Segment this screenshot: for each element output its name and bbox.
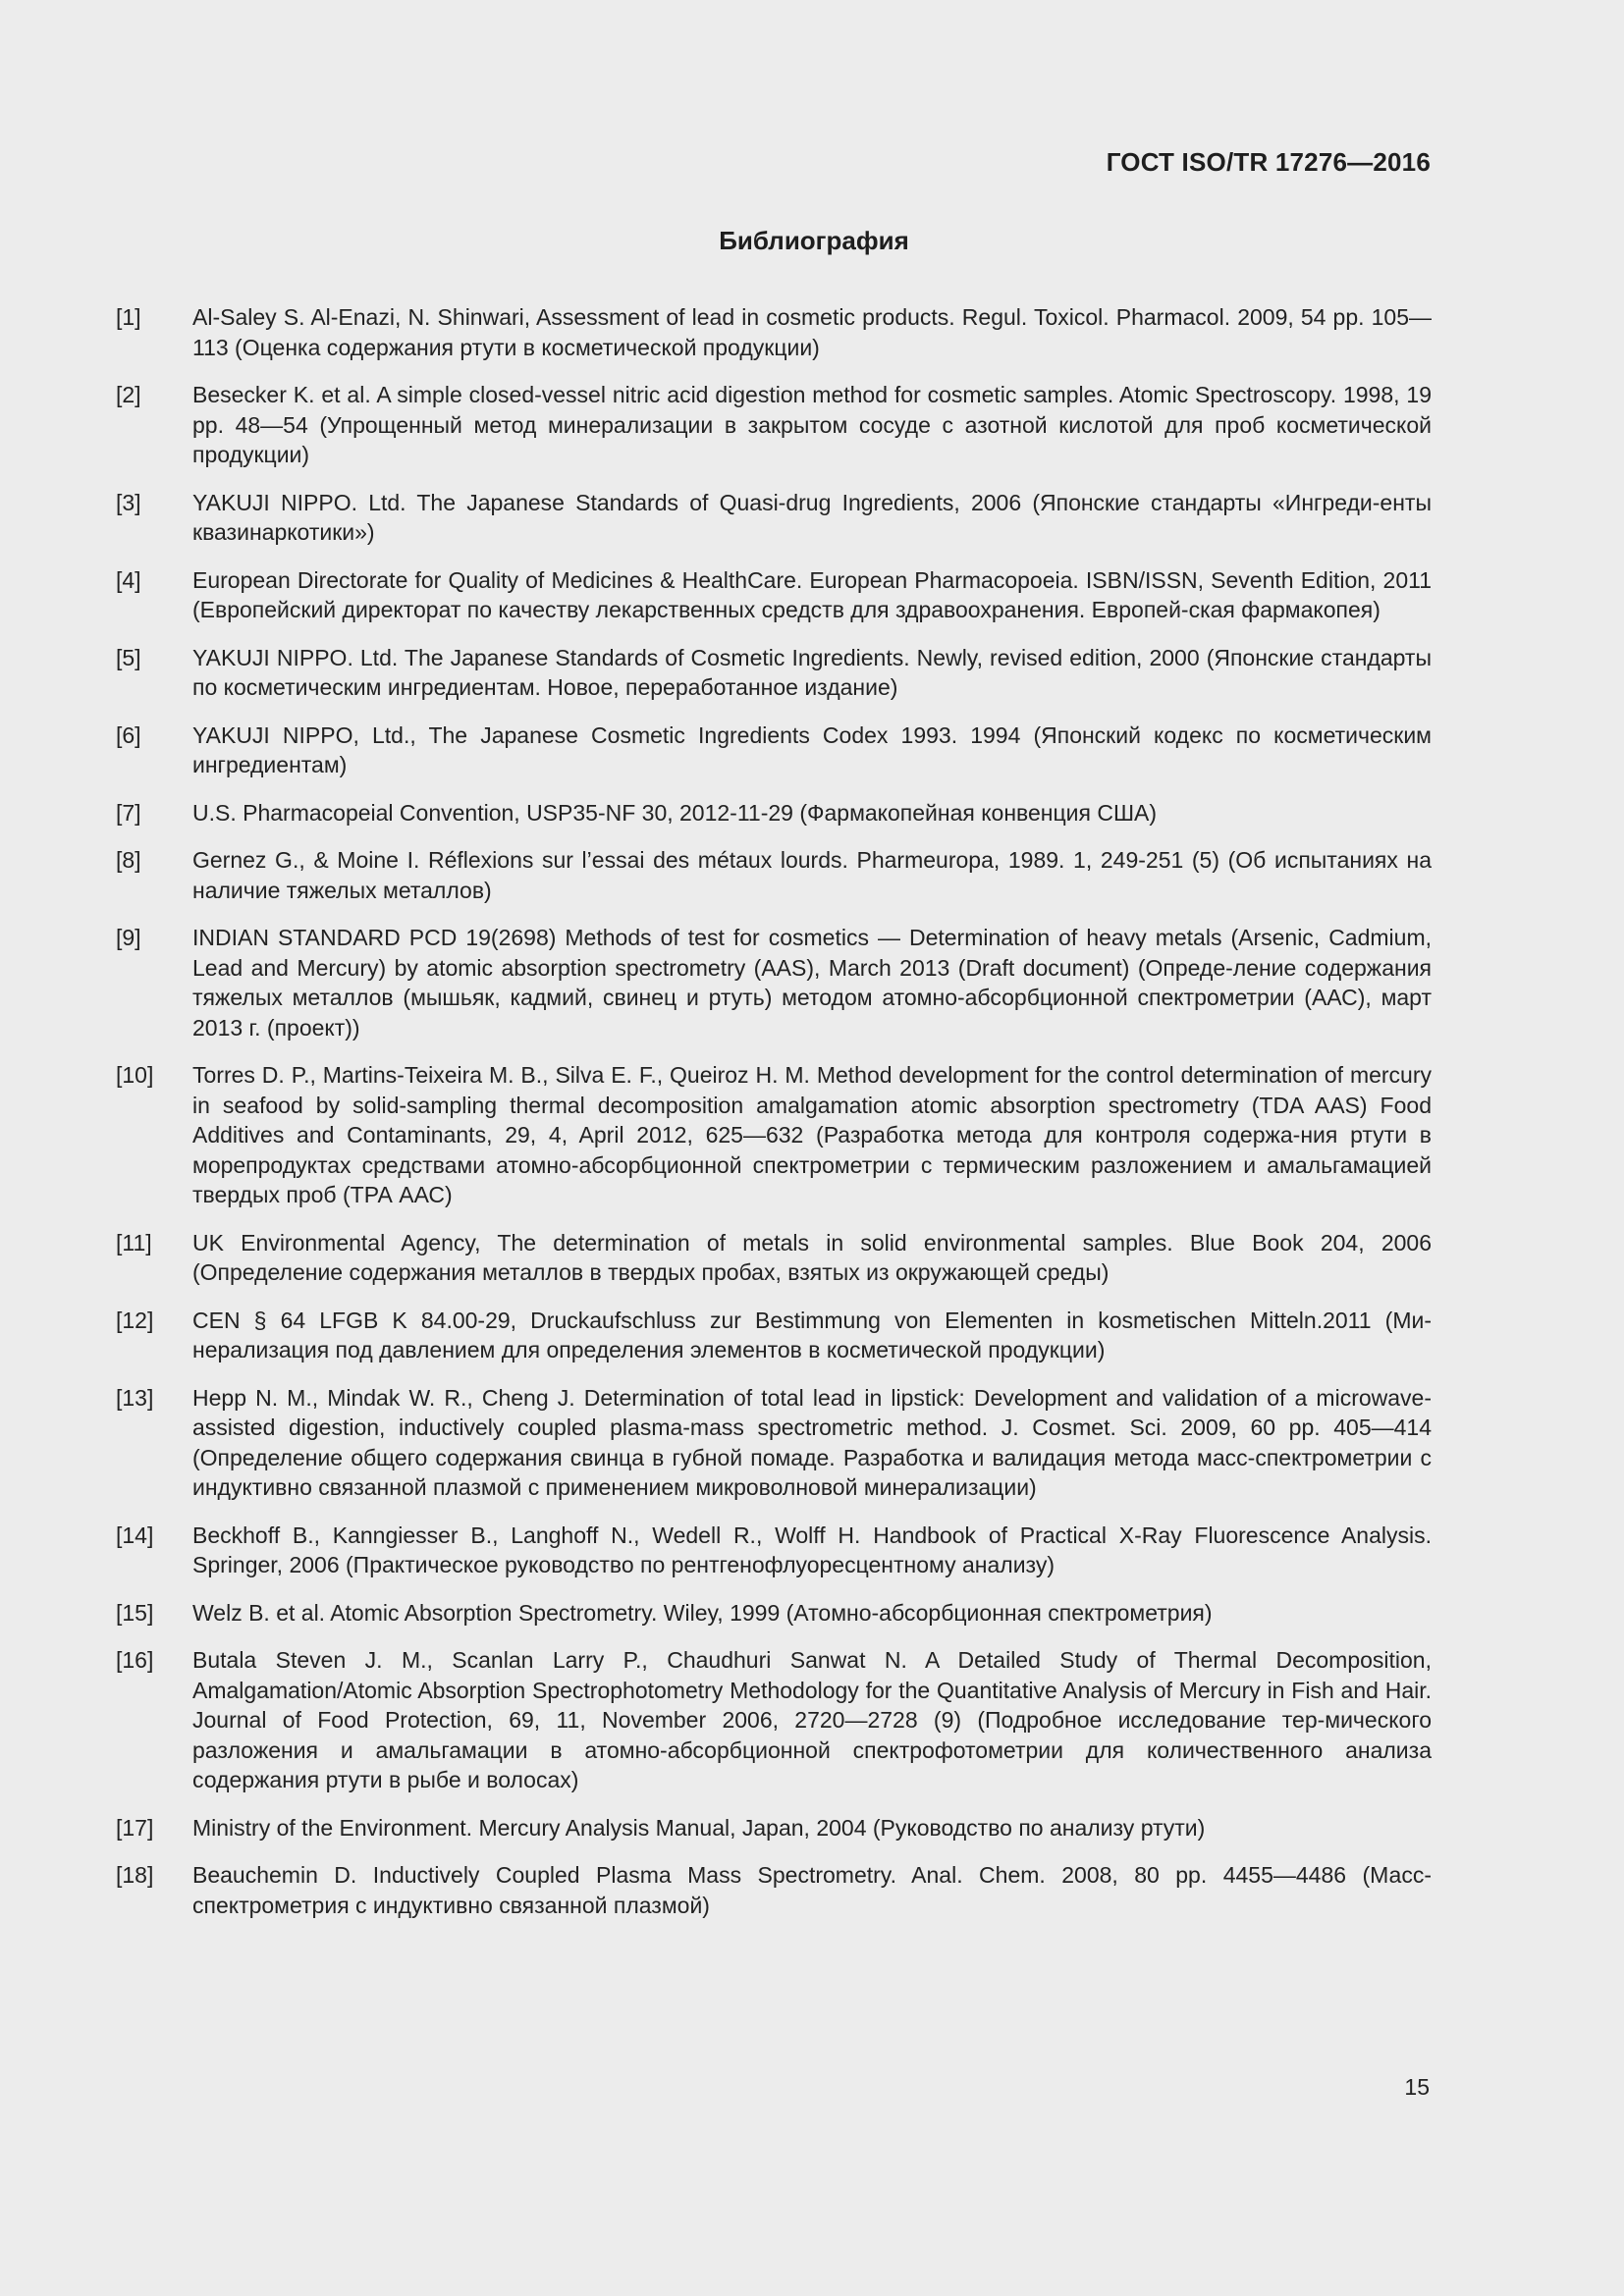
reference-text: YAKUJI NIPPO. Ltd. The Japanese Standards of Quasi-drug Ingredients, 2006 (Японские стандарты «Ингреди-енты квазинаркотики») bbox=[192, 489, 1432, 545]
reference-item bbox=[116, 923, 1432, 1042]
reference-number: [14] bbox=[116, 1522, 154, 1548]
reference-number: [2] bbox=[116, 382, 141, 407]
reference-number: [15] bbox=[116, 1599, 154, 1626]
reference-text: U.S. Pharmacopeial Convention, USP35-NF 30, 2012-11-29 (Фармакопейная конвенция США) bbox=[192, 799, 1158, 826]
reference-number: [13] bbox=[116, 1384, 154, 1411]
reference-item bbox=[116, 1383, 1432, 1503]
reference-text: Al-Saley S. Al-Enazi, N. Shinwari, Assessment of lead in cosmetic products. Regul. Toxicol. Pharmacol. 2009, 54 pp. 105—113 (Оценка содержания ртути в косметической продукции) bbox=[192, 304, 1432, 360]
reference-text: Torres D. P., Martins-Teixeira M. B., Silva E. F., Queiroz H. M. Method development for the control determination of mercury in seafood by solid-sampling thermal decomposition amalgamation atomic absorption spectrometry (TDA AAS) Food Additives and Contaminants, 29, 4, April 2012, 625—632 (Разработка метода для контроля содержа-ния ртути в морепродуктах средствами атомно-абсорбционной спектрометрии с термическим разложением и амальгамацией твердых проб (ТРА ААС) bbox=[192, 1062, 1432, 1207]
reference-number: [7] bbox=[116, 799, 141, 826]
reference-number: [16] bbox=[116, 1647, 154, 1673]
reference-text: Ministry of the Environment. Mercury Analysis Manual, Japan, 2004 (Руководство по анализу ртути) bbox=[192, 1814, 1206, 1841]
reference-number: [8] bbox=[116, 847, 141, 873]
reference-item bbox=[116, 721, 1432, 780]
reference-number: [4] bbox=[116, 566, 141, 593]
reference-text: Beauchemin D. Inductively Coupled Plasma Mass Spectrometry. Anal. Chem. 2008, 80 pp. 4455—4486 (Масс-спектрометрия с индуктивно связанной плазмой) bbox=[192, 1862, 1432, 1918]
reference-item bbox=[116, 1306, 1432, 1365]
reference-item bbox=[116, 1860, 1432, 1920]
reference-list bbox=[116, 302, 1432, 1938]
reference-number: [3] bbox=[116, 489, 141, 515]
reference-item bbox=[116, 1813, 1432, 1843]
reference-number: [1] bbox=[116, 304, 141, 330]
reference-text: Gernez G., & Moine I. Réflexions sur l’essai des métaux lourds. Pharmeuropa, 1989. 1, 249-251 (5) (Об испытаниях на наличие тяжелых металлов) bbox=[192, 847, 1432, 903]
reference-item bbox=[116, 643, 1432, 703]
reference-item bbox=[116, 565, 1432, 625]
page-number: 15 bbox=[1404, 2074, 1430, 2100]
reference-item bbox=[116, 1228, 1432, 1288]
reference-text: Besecker K. et al. A simple closed-vessel nitric acid digestion method for cosmetic samples. Atomic Spectroscopy. 1998, 19 pp. 48—54 (Упрощенный метод минерализации в закрытом сосуде с азотной кислотой для проб косметической продукции) bbox=[192, 382, 1432, 467]
document-code: ГОСТ ISO/TR 17276—2016 bbox=[1106, 147, 1431, 177]
reference-item bbox=[116, 1521, 1432, 1580]
reference-text: Butala Steven J. M., Scanlan Larry P., Chaudhuri Sanwat N. A Detailed Study of Thermal Decomposition, Amalgamation/Atomic Absorption Spectrophotometry Methodology for the Quantitative Analysis of Mercury in Fish and Hair. Journal of Food Protection, 69, 11, November 2006, 2720—2728 (9) (Подробное исследование тер-мического разложения и амальгамации в атомно-абсорбционной спектрофотометрии для количественного анализа содержания ртути в рыбе и волосах) bbox=[192, 1647, 1432, 1792]
reference-item bbox=[116, 380, 1432, 470]
reference-number: [5] bbox=[116, 644, 141, 670]
reference-text: Beckhoff B., Kanngiesser B., Langhoff N., Wedell R., Wolff H. Handbook of Practical X-Ray Fluorescence Analysis. Springer, 2006 (Практическое руководство по рентгенофлуоресцентному анализу) bbox=[192, 1522, 1432, 1577]
reference-number: [18] bbox=[116, 1862, 154, 1888]
reference-number: [9] bbox=[116, 925, 141, 950]
reference-item bbox=[116, 1598, 1432, 1629]
reference-text: Hepp N. M., Mindak W. R., Cheng J. Determination of total lead in lipstick: Development and validation of a microwave-assisted digestion, inductively coupled plasma-mass spectrometric method. J. Cosmet. Sci. 2009, 60 pp. 405—414 (Определение общего содержания свинца в губной помаде. Разработка и валидация метода масс-спектрометрии с индуктивно связанной плазмой с применением микроволновой минерализации) bbox=[192, 1384, 1432, 1500]
reference-text: CEN § 64 LFGB K 84.00-29, Druckaufschluss zur Bestimmung von Elementen in kosmetischen Mitteln.2011 (Ми-нерализация под давлением для определения элементов в косметической продукции) bbox=[192, 1307, 1432, 1362]
reference-text: INDIAN STANDARD PCD 19(2698) Methods of test for cosmetics — Determination of heavy metals (Arsenic, Cadmium, Lead and Mercury) by atomic absorption spectrometry (AAS), March 2013 (Draft document) (Опреде-ление содержания тяжелых металлов (мышьяк, кадмий, свинец и ртуть) методом атомно-абсорбционной спектрометрии (ААС), март 2013 г. (проект)) bbox=[192, 925, 1432, 1041]
reference-number: [10] bbox=[116, 1062, 154, 1088]
reference-text: Welz B. et al. Atomic Absorption Spectrometry. Wiley, 1999 (Атомно-абсорбционная спектрометрия) bbox=[192, 1599, 1213, 1626]
reference-item bbox=[116, 1645, 1432, 1795]
reference-item bbox=[116, 1060, 1432, 1210]
reference-item bbox=[116, 302, 1432, 362]
reference-text: YAKUJI NIPPO. Ltd. The Japanese Standards of Cosmetic Ingredients. Newly, revised edition, 2000 (Японские стандарты по косметическим ингредиентам. Новое, переработанное издание) bbox=[192, 644, 1432, 700]
reference-item bbox=[116, 488, 1432, 548]
reference-number: [12] bbox=[116, 1307, 154, 1333]
reference-text: European Directorate for Quality of Medicines & HealthCare. European Pharmacopoeia. ISBN/ISSN, Seventh Edition, 2011 (Европейский директорат по качеству лекарственных средств для здравоохранения. Европей-ская фармакопея) bbox=[192, 566, 1432, 622]
reference-number: [17] bbox=[116, 1814, 154, 1841]
reference-number: [6] bbox=[116, 721, 141, 748]
reference-item bbox=[116, 798, 1432, 828]
reference-text: UK Environmental Agency, The determination of metals in solid environmental samples. Blue Book 204, 2006 (Определение содержания металлов в твердых пробах, взятых из окружающей среды) bbox=[192, 1229, 1432, 1285]
page-title: Библиография bbox=[719, 226, 909, 255]
reference-item bbox=[116, 845, 1432, 905]
reference-text: YAKUJI NIPPO, Ltd., The Japanese Cosmetic Ingredients Codex 1993. 1994 (Японский кодекс по косметическим ингредиентам) bbox=[192, 721, 1432, 777]
reference-number: [11] bbox=[116, 1229, 152, 1255]
